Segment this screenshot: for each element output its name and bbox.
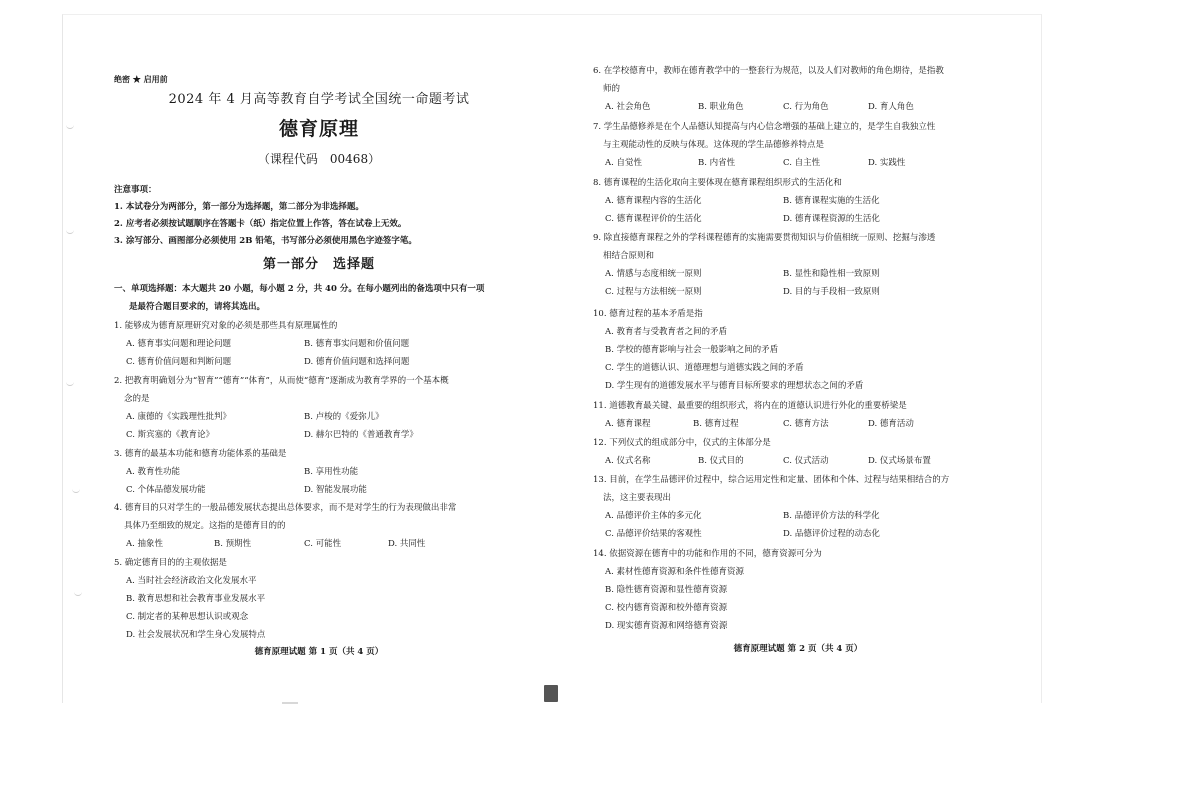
option-d: D. 德育课程资源的生活化 xyxy=(783,214,880,224)
option-b: B. 德育课程实施的生活化 xyxy=(783,196,880,206)
scan-registration-mark xyxy=(544,685,558,702)
question-1 xyxy=(114,317,504,371)
question-stem: 2. 把教育明确划分为“智育”“德育”“体育”，从而使“德育”逐渐成为教育学界的一个基本概 xyxy=(114,376,449,386)
question-stem-cont: 师的 xyxy=(603,84,621,94)
question-4 xyxy=(114,499,504,553)
option-c: C. 品德评价结果的客观性 xyxy=(605,529,702,539)
option-a: A. 素材性德育资源和条件性德育资源 xyxy=(605,567,745,577)
option-c: C. 行为角色 xyxy=(783,102,829,112)
scan-smudge xyxy=(282,702,298,704)
option-b: B. 隐性德育资源和显性德育资源 xyxy=(605,585,728,595)
question-stem: 3. 德育的最基本功能和德育功能体系的基础是 xyxy=(114,449,287,459)
question-stem-cont: 相结合原则和 xyxy=(603,251,655,261)
option-c: C. 德育课程评价的生活化 xyxy=(605,214,702,224)
note-item: 2. 应考者必须按试题顺序在答题卡（纸）指定位置上作答，答在试卷上无效。 xyxy=(114,219,407,229)
question-9 xyxy=(593,229,983,301)
option-b: B. 卢梭的《爱弥儿》 xyxy=(304,412,384,422)
option-d: D. 育人角色 xyxy=(868,102,914,112)
option-a: A. 德育课程 xyxy=(605,419,651,429)
option-d: D. 品德评价过程的动态化 xyxy=(783,529,880,539)
question-stem: 12. 下列仪式的组成部分中，仪式的主体部分是 xyxy=(593,438,771,448)
question-5 xyxy=(114,554,504,644)
question-stem: 5. 确定德育目的的主观依据是 xyxy=(114,558,227,568)
question-stem: 8. 德育课程的生活化取向主要体现在德育课程组织形式的生活化和 xyxy=(593,178,842,188)
question-2 xyxy=(114,372,504,444)
instruction-line: 是最符合题目要求的，请将其选出。 xyxy=(129,302,266,312)
option-a: A. 康德的《实践理性批判》 xyxy=(126,412,232,422)
option-c: C. 可能性 xyxy=(304,539,342,549)
subject-title: 德育原理 xyxy=(278,118,359,140)
instruction-line: 一、单项选择题：本大题共 20 小题，每小题 2 分，共 40 分。在每小题列出的备选项中只有一项 xyxy=(114,284,485,294)
question-stem: 10. 德育过程的基本矛盾是指 xyxy=(593,309,703,319)
page-footer: 德育原理试题 第 1 页（共 4 页） xyxy=(254,647,384,657)
option-b: B. 显性和隐性相一致原则 xyxy=(783,269,880,279)
course-code: （课程代码 00468） xyxy=(257,152,381,166)
question-stem-cont: 法，这主要表现出 xyxy=(603,493,672,503)
option-b: B. 预期性 xyxy=(214,539,252,549)
notes-heading: 注意事项： xyxy=(114,185,157,195)
option-a: A. 德育课程内容的生活化 xyxy=(605,196,702,206)
option-c: C. 德育价值问题和判断问题 xyxy=(126,357,232,367)
option-c: C. 个体品德发展功能 xyxy=(126,485,206,495)
question-3 xyxy=(114,445,504,499)
option-c: C. 学生的道德认识、道德理想与道德实践之间的矛盾 xyxy=(605,363,804,373)
option-b: B. 享用性功能 xyxy=(304,467,359,477)
exam-title: 2024 年 4 月高等教育自学考试全国统一命题考试 xyxy=(168,92,470,107)
option-b: B. 德育过程 xyxy=(693,419,739,429)
question-stem: 7. 学生品德修养是在个人品德认知提高与内心信念增强的基础上建立的，是学生自我独立性 xyxy=(593,122,936,132)
question-14 xyxy=(593,545,983,635)
option-b: B. 德育事实问题和价值问题 xyxy=(304,339,410,349)
question-7 xyxy=(593,118,983,172)
question-stem: 9. 除直接德育课程之外的学科课程德育的实施需要贯彻知识与价值相统一原则、挖掘与渗透 xyxy=(593,233,936,243)
note-item: 1. 本试卷分为两部分，第一部分为选择题，第二部分为非选择题。 xyxy=(114,202,364,212)
note-item: 3. 涂写部分、画图部分必须使用 2B 铅笔，书写部分必须使用黑色字迹签字笔。 xyxy=(114,236,417,246)
question-6 xyxy=(593,62,983,116)
option-b: B. 职业角色 xyxy=(698,102,744,112)
option-a: A. 教育性功能 xyxy=(126,467,181,477)
option-d: D. 实践性 xyxy=(868,158,906,168)
option-a: A. 当时社会经济政治文化发展水平 xyxy=(126,576,257,586)
option-c: C. 仪式活动 xyxy=(783,456,829,466)
option-d: D. 赫尔巴特的《普通教育学》 xyxy=(304,430,418,440)
option-a: A. 德育事实问题和理论问题 xyxy=(126,339,232,349)
option-c: C. 斯宾塞的《教育论》 xyxy=(126,430,215,440)
option-a: A. 教育者与受教育者之间的矛盾 xyxy=(605,327,728,337)
option-a: A. 社会角色 xyxy=(605,102,651,112)
question-12 xyxy=(593,434,983,470)
question-8 xyxy=(593,174,983,228)
option-c: C. 德育方法 xyxy=(783,419,829,429)
question-13 xyxy=(593,471,983,543)
option-d: D. 目的与手段相一致原则 xyxy=(783,287,880,297)
option-a: A. 品德评价主体的多元化 xyxy=(605,511,702,521)
option-d: D. 社会发展状况和学生身心发展特点 xyxy=(126,630,266,640)
option-b: B. 仪式目的 xyxy=(698,456,744,466)
page-footer: 德育原理试题 第 2 页（共 4 页） xyxy=(733,644,863,654)
option-c: C. 自主性 xyxy=(783,158,821,168)
option-b: B. 品德评价方法的科学化 xyxy=(783,511,880,521)
question-11 xyxy=(593,397,983,433)
option-d: D. 仪式场景布置 xyxy=(868,456,931,466)
question-stem: 4. 德育目的只对学生的一般品德发展状态提出总体要求，而不是对学生的行为表现做出非常 xyxy=(114,503,457,513)
option-d: D. 现实德育资源和网络德育资源 xyxy=(605,621,728,631)
option-d: D. 德育活动 xyxy=(868,419,914,429)
option-c: C. 制定者的某种思想认识或观念 xyxy=(126,612,249,622)
question-stem: 1. 能够成为德育原理研究对象的必须是那些具有原理属性的 xyxy=(114,321,338,331)
question-stem: 6. 在学校德育中，教师在德育教学中的一整套行为规范，以及人们对教师的角色期待，是指教 xyxy=(593,66,944,76)
option-a: A. 抽象性 xyxy=(126,539,164,549)
option-c: C. 校内德育资源和校外德育资源 xyxy=(605,603,728,613)
question-stem-cont: 具体乃至细致的规定。这指的是德育目的的 xyxy=(124,521,286,531)
option-a: A. 情感与态度相统一原则 xyxy=(605,269,702,279)
notes-section xyxy=(114,182,417,250)
question-10 xyxy=(593,305,983,395)
option-d: D. 智能发展功能 xyxy=(304,485,367,495)
option-b: B. 内省性 xyxy=(698,158,736,168)
option-d: D. 学生现有的道德发展水平与德育目标所要求的理想状态之间的矛盾 xyxy=(605,381,864,391)
confidential-label: 绝密 ★ 启用前 xyxy=(114,74,168,84)
option-d: D. 共同性 xyxy=(388,539,426,549)
question-stem: 13. 目前，在学生品德评价过程中，综合运用定性和定量、团体和个体、过程与结果相结合的方 xyxy=(593,475,950,485)
option-a: A. 仪式名称 xyxy=(605,456,651,466)
option-b: B. 学校的德育影响与社会一般影响之间的矛盾 xyxy=(605,345,779,355)
question-stem: 11. 道德教育最关键、最重要的组织形式，将内在的道德认识进行外化的重要桥梁是 xyxy=(593,401,907,411)
question-stem: 14. 依据资源在德育中的功能和作用的不同，德育资源可分为 xyxy=(593,549,822,559)
option-a: A. 自觉性 xyxy=(605,158,643,168)
question-stem-cont: 念的是 xyxy=(124,394,150,404)
option-d: D. 德育价值问题和选择问题 xyxy=(304,357,410,367)
part-title: 第一部分 选择题 xyxy=(262,257,375,272)
section-instruction xyxy=(114,280,504,316)
option-b: B. 教育思想和社会教育事业发展水平 xyxy=(126,594,266,604)
question-stem-cont: 与主观能动性的反映与体现。这体现的学生品德修养特点是 xyxy=(603,140,825,150)
option-c: C. 过程与方法相统一原则 xyxy=(605,287,702,297)
